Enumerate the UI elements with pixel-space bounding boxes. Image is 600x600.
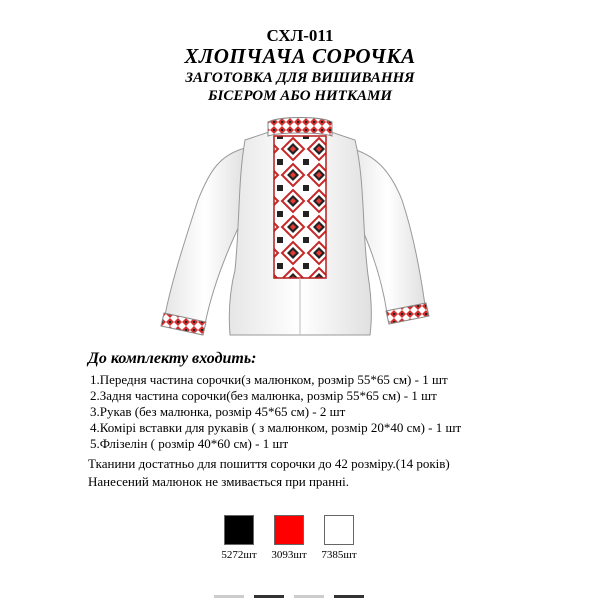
red-bead-count: 3093шт (271, 549, 307, 561)
list-item: 1.Передня частина сорочки(з малюнком, розмір 55*65 см) - 1 шт (90, 372, 448, 387)
fabric-note: Тканини достатньо для пошиття сорочки до 42 розміру.(14 років) (88, 456, 450, 471)
kit-heading: До комплекту входить: (88, 350, 257, 367)
product-code: СХЛ-011 (266, 26, 334, 45)
white-bead-swatch (324, 515, 354, 545)
white-bead-count: 7385шт (321, 549, 357, 561)
subtitle-line-2: БІСЕРОМ АБО НИТКАМИ (207, 88, 393, 104)
list-item: 4.Комірі вставки для рукавів ( з малюнком, розмір 20*40 см) - 1 шт (90, 420, 462, 435)
list-item: 2.Задня частина сорочки(без малюнка, розмір 55*65 см) - 1 шт (90, 388, 437, 403)
footer-marks (214, 594, 394, 598)
kit-list (90, 372, 461, 452)
front-embroidery-panel (274, 136, 326, 278)
shirt-illustration (150, 110, 450, 345)
subtitle-line-1: ЗАГОТОВКА ДЛЯ ВИШИВАННЯ (185, 70, 415, 86)
product-title: ХЛОПЧАЧА СОРОЧКА (184, 44, 416, 68)
wash-note: Нанесений малюнок не змивається при пранні. (88, 474, 349, 489)
red-bead-swatch (274, 515, 304, 545)
list-item: 3.Рукав (без малюнка, розмір 45*65 см) - 2 шт (90, 404, 346, 419)
black-bead-count: 5272шт (221, 549, 257, 561)
list-item: 5.Флізелін ( розмір 40*60 см) - 1 шт (90, 436, 289, 451)
black-bead-swatch (224, 515, 254, 545)
collar (268, 118, 332, 137)
